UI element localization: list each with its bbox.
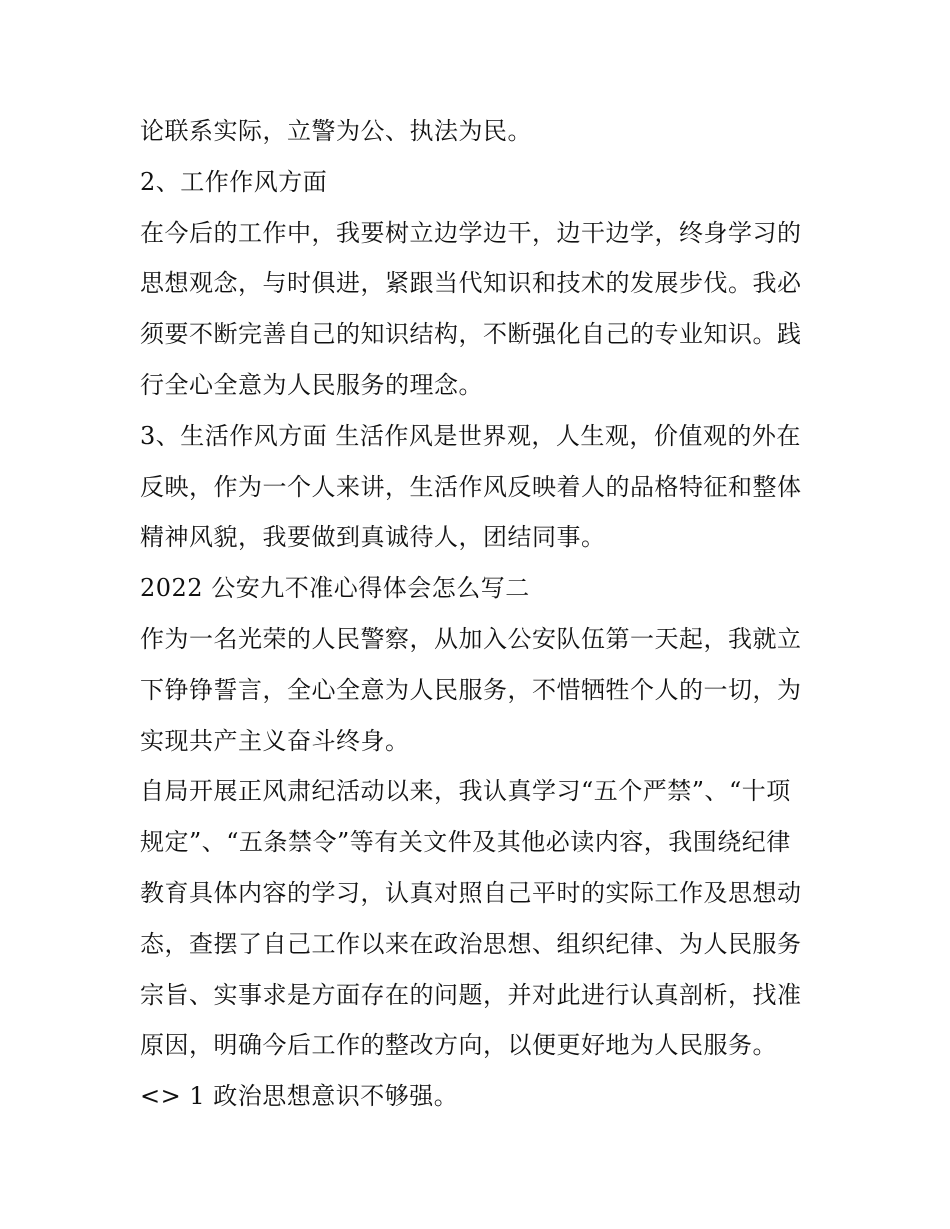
text-line: 教育具体内容的学习，认真对照自己平时的实际工作及思想动 — [140, 878, 802, 907]
text-line: 下铮铮誓言，全心全意为人民服务，不惜牺牲个人的一切，为 — [140, 675, 802, 704]
text-line: 思想观念，与时俱进，紧跟当代知识和技术的发展步伐。我必 — [140, 269, 802, 298]
text-line: 须要不断完善自己的知识结构，不断强化自己的专业知识。践 — [140, 320, 802, 349]
text-line: 行全心全意为人民服务的理念。 — [140, 370, 483, 399]
document-body — [140, 106, 820, 1122]
list-item: <> 1 政治思想意识不够强。 — [140, 1082, 459, 1111]
text-line: 规定”、“五条禁令”等有关文件及其他必读内容，我围绕纪律 — [140, 828, 791, 857]
text-line: 作为一名光荣的人民警察，从加入公安队伍第一天起，我就立 — [140, 624, 802, 653]
section-heading: 3、生活作风方面 生活作风是世界观，人生观，价值观的外在 — [140, 421, 801, 450]
text-line: 宗旨、实事求是方面存在的问题，并对此进行认真剖析，找准 — [140, 980, 802, 1009]
section-heading: 2、工作作风方面 — [140, 167, 328, 196]
article-title: 2022 公安九不准心得体会怎么写二 — [140, 574, 530, 603]
text-line: 自局开展正风肃纪活动以来，我认真学习“五个严禁”、“十项 — [140, 777, 791, 806]
text-line: 精神风貌，我要做到真诚待人，团结同事。 — [140, 523, 606, 552]
text-line: 反映，作为一个人来讲，生活作风反映着人的品格特征和整体 — [140, 472, 802, 501]
text-line: 态，查摆了自己工作以来在政治思想、组织纪律、为人民服务 — [140, 929, 802, 958]
text-line: 在今后的工作中，我要树立边学边干，边干边学，终身学习的 — [140, 218, 802, 247]
text-line: 论联系实际，立警为公、执法为民。 — [140, 117, 532, 145]
text-line: 实现共产主义奋斗终身。 — [140, 726, 410, 755]
text-line: 原因，明确今后工作的整改方向，以便更好地为人民服务。 — [140, 1031, 777, 1060]
